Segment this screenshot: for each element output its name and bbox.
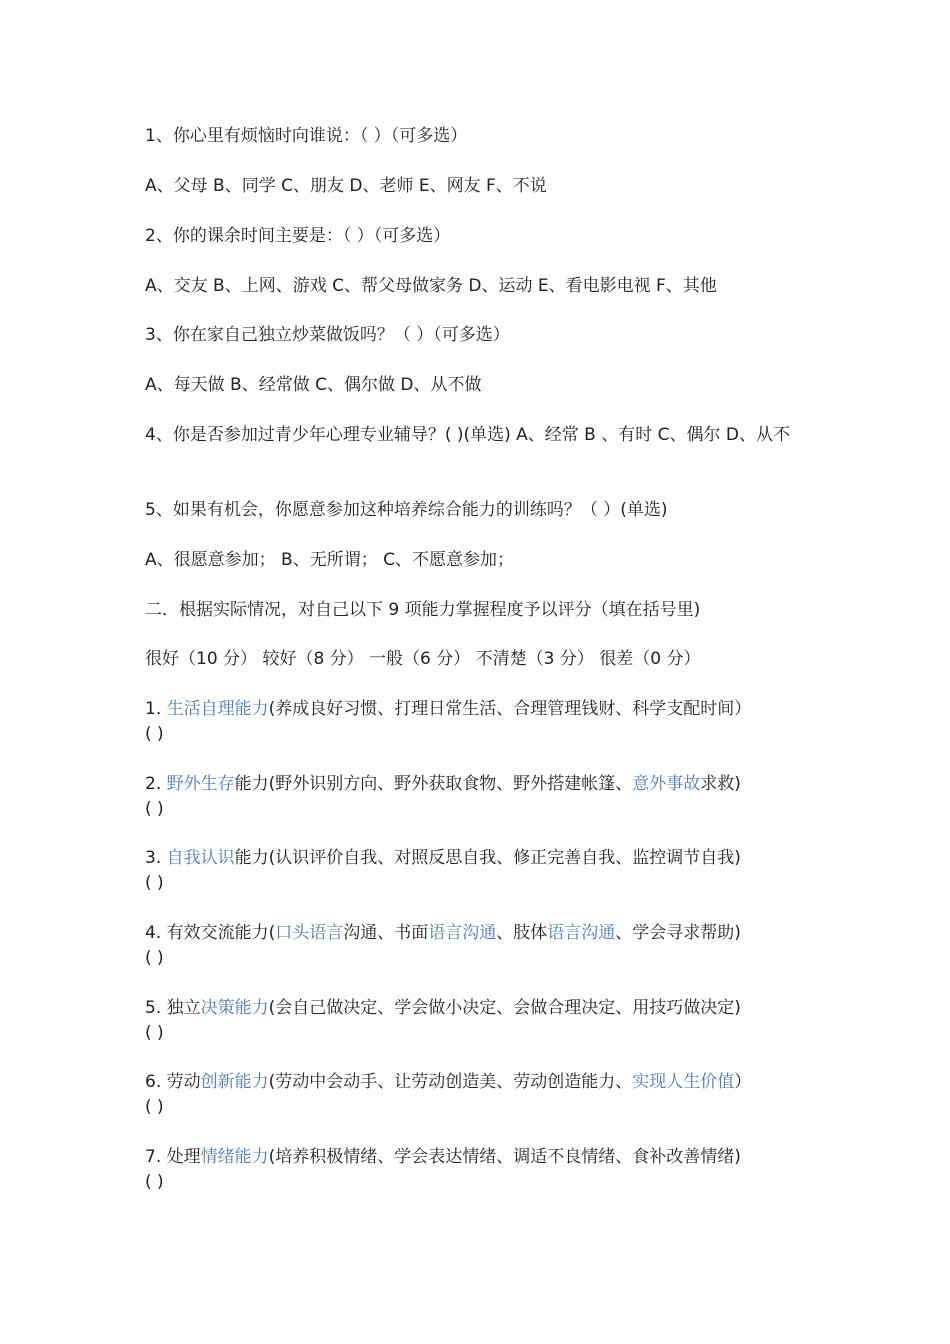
ability-item-7-number: 7. 处理 bbox=[145, 1147, 201, 1167]
question-3: 3、你在家自己独立炒菜做饭吗？（ ）（可多选） bbox=[145, 325, 510, 345]
rating-scale: 很好（10 分） 较好（8 分） 一般（6 分） 不清楚（3 分） 很差（0 分） bbox=[145, 649, 701, 669]
ability-item-1-link[interactable]: 生活自理能力 bbox=[166, 699, 269, 719]
ability-item-7-link[interactable]: 情绪能力 bbox=[200, 1147, 269, 1167]
ability-item-4-text-2: 、肢体 bbox=[496, 923, 548, 943]
ability-item-6-link-2[interactable]: 实现人生价值 bbox=[632, 1072, 735, 1092]
ability-item-4-text-end: 、学会寻求帮助) bbox=[615, 923, 741, 943]
ability-item-2-text: 能力(野外识别方向、野外获取食物、野外搭建帐篷、 bbox=[234, 774, 633, 794]
ability-item-4-link[interactable]: 口头语言 bbox=[275, 923, 344, 943]
question-2-options: A、交友 B、上网、游戏 C、帮父母做家务 D、运动 E、看电影电视 F、其他 bbox=[145, 276, 717, 296]
ability-item-1-blank: ( ) bbox=[145, 724, 164, 744]
ability-item-5-text: (会自己做决定、学会做小决定、会做合理决定、用技巧做决定) bbox=[268, 998, 741, 1018]
ability-item-4-text: 沟通、书面 bbox=[343, 923, 429, 943]
ability-item-6-number: 6. 劳动 bbox=[145, 1072, 201, 1092]
ability-item-2-number: 2. bbox=[145, 774, 167, 794]
ability-item-6 bbox=[145, 1070, 813, 1120]
ability-item-4-link-3[interactable]: 语言沟通 bbox=[547, 923, 616, 943]
ability-item-1-text: (养成良好习惯、打理日常生活、合理管理钱财、科学支配时间） bbox=[268, 699, 752, 719]
ability-item-6-text: (劳动中会动手、让劳动创造美、劳动创造能力、 bbox=[268, 1072, 633, 1092]
ability-item-5-blank: ( ) bbox=[145, 1023, 164, 1043]
ability-item-2-link[interactable]: 野外生存 bbox=[166, 774, 235, 794]
question-4: 4、你是否参加过青少年心理专业辅导？( )(单选) A、经常 B 、有时 C、偶尔 D、从不 bbox=[145, 425, 791, 445]
ability-item-3-text: 能力(认识评价自我、对照反思自我、修正完善自我、监控调节自我) bbox=[234, 848, 741, 868]
question-1-options: A、父母 B、同学 C、朋友 D、老师 E、网友 F、不说 bbox=[145, 176, 547, 196]
ability-item-1-number: 1. bbox=[145, 699, 167, 719]
question-5-options: A、很愿意参加； B、无所谓； C、不愿意参加； bbox=[145, 550, 514, 570]
section-2-heading: 二．根据实际情况，对自己以下 9 项能力掌握程度予以评分（填在括号里) bbox=[145, 600, 701, 620]
question-3-options: A、每天做 B、经常做 C、偶尔做 D、从不做 bbox=[145, 375, 482, 395]
ability-item-6-link[interactable]: 创新能力 bbox=[200, 1072, 269, 1092]
question-2: 2、你的课余时间主要是：（ ）（可多选） bbox=[145, 226, 451, 246]
ability-item-6-text-end: ） bbox=[734, 1072, 752, 1092]
ability-item-3-link[interactable]: 自我认识 bbox=[166, 848, 235, 868]
ability-item-2-text-end: 求救) bbox=[700, 774, 741, 794]
ability-item-4-number: 4. 有效交流能力( bbox=[145, 923, 276, 943]
ability-item-7-blank: ( ) bbox=[145, 1172, 164, 1192]
ability-item-6-blank: ( ) bbox=[145, 1097, 164, 1117]
ability-item-1 bbox=[145, 697, 813, 747]
ability-item-4 bbox=[145, 921, 813, 971]
ability-item-2-link-2[interactable]: 意外事故 bbox=[632, 774, 701, 794]
ability-item-7-text: (培养积极情绪、学会表达情绪、调适不良情绪、食补改善情绪) bbox=[268, 1147, 741, 1167]
ability-item-5-link[interactable]: 决策能力 bbox=[200, 998, 269, 1018]
ability-item-4-link-2[interactable]: 语言沟通 bbox=[428, 923, 497, 943]
ability-item-3-blank: ( ) bbox=[145, 873, 164, 893]
ability-item-7 bbox=[145, 1145, 813, 1195]
ability-item-4-blank: ( ) bbox=[145, 948, 164, 968]
ability-item-5-number: 5. 独立 bbox=[145, 998, 201, 1018]
ability-item-3-number: 3. bbox=[145, 848, 167, 868]
ability-item-2-blank: ( ) bbox=[145, 799, 164, 819]
ability-item-2 bbox=[145, 772, 813, 822]
question-5: 5、如果有机会，你愿意参加这种培养综合能力的训练吗？（ ）(单选) bbox=[145, 500, 668, 520]
ability-item-5 bbox=[145, 996, 813, 1046]
question-1: 1、你心里有烦恼时向谁说：（ ）（可多选） bbox=[145, 126, 468, 146]
ability-item-3 bbox=[145, 846, 813, 896]
